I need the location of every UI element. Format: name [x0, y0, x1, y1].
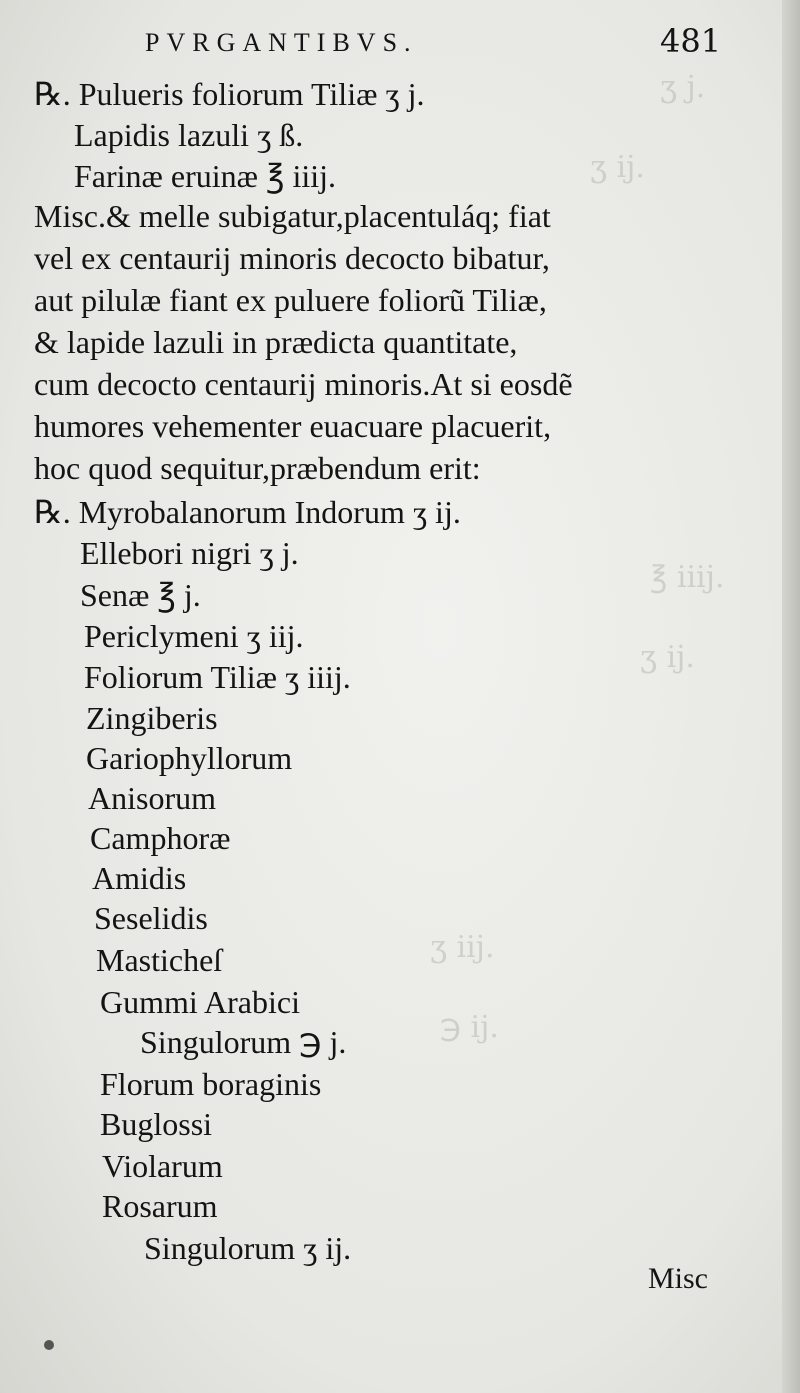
- text-line: Seselidis: [94, 900, 208, 936]
- text-line: & lapide lazuli in prædicta quantitate,: [34, 324, 518, 360]
- page-edge: [782, 0, 800, 1393]
- text-line: Amidis: [92, 860, 187, 896]
- text-line: ℞. Pulueris foliorum Tiliæ ʒ j.: [34, 76, 425, 112]
- ink-spot: [44, 1340, 54, 1350]
- text-line: Singulorum ℈ j.: [140, 1024, 347, 1060]
- text-line: Foliorum Tiliæ ʒ iiij.: [84, 659, 351, 695]
- text-line: Ellebori nigri ʒ j.: [80, 535, 299, 571]
- text-line: Masticheſ: [96, 942, 223, 978]
- bleed-through-text: ʒ ij.: [640, 640, 695, 675]
- text-line: Rosarum: [102, 1188, 218, 1224]
- text-line: Farinæ eruinæ ℥ iiij.: [74, 158, 337, 194]
- catchword: Misc: [648, 1262, 708, 1295]
- running-title: PVRGANTIBVS.: [145, 28, 418, 57]
- text-line: hoc quod sequitur,præbendum erit:: [34, 450, 481, 486]
- text-line: Gariophyllorum: [86, 740, 293, 776]
- text-line: Florum boraginis: [100, 1066, 322, 1102]
- text-line: ℞. Myrobalanorum Indorum ʒ ij.: [34, 494, 461, 530]
- text-line: Zingiberis: [86, 700, 218, 736]
- text-line: Singulorum ʒ ij.: [144, 1230, 352, 1266]
- text-line: Anisorum: [88, 780, 216, 816]
- text-line: Lapidis lazuli ʒ ß.: [74, 117, 304, 153]
- text-line: Gummi Arabici: [100, 984, 300, 1020]
- bleed-through-text: ℈ ij.: [440, 1010, 499, 1045]
- text-line: cum decocto centaurij minoris.At si eosdẽ: [34, 366, 573, 402]
- text-line: Periclymeni ʒ iij.: [84, 618, 304, 654]
- bleed-through-text: ʒ ij.: [590, 150, 645, 185]
- text-line: vel ex centaurij minoris decocto bibatur,: [34, 240, 550, 276]
- text-line: Violarum: [102, 1148, 223, 1184]
- page-number: 481: [660, 22, 722, 60]
- bleed-through-text: ʒ iij.: [430, 930, 495, 965]
- text-line: Senæ ℥ j.: [80, 577, 201, 613]
- text-line: aut pilulæ fiant ex puluere foliorũ Tiliæ,: [34, 282, 547, 318]
- text-line: Misc.& melle subigatur,placentuláq; fiat: [34, 198, 551, 234]
- text-line: Buglossi: [100, 1106, 213, 1142]
- text-line: Camphoræ: [90, 820, 231, 856]
- bleed-through-text: ʒ j.: [660, 70, 706, 105]
- text-line: humores vehementer euacuare placuerit,: [34, 408, 552, 444]
- bleed-through-text: ℥ iiij.: [650, 560, 725, 595]
